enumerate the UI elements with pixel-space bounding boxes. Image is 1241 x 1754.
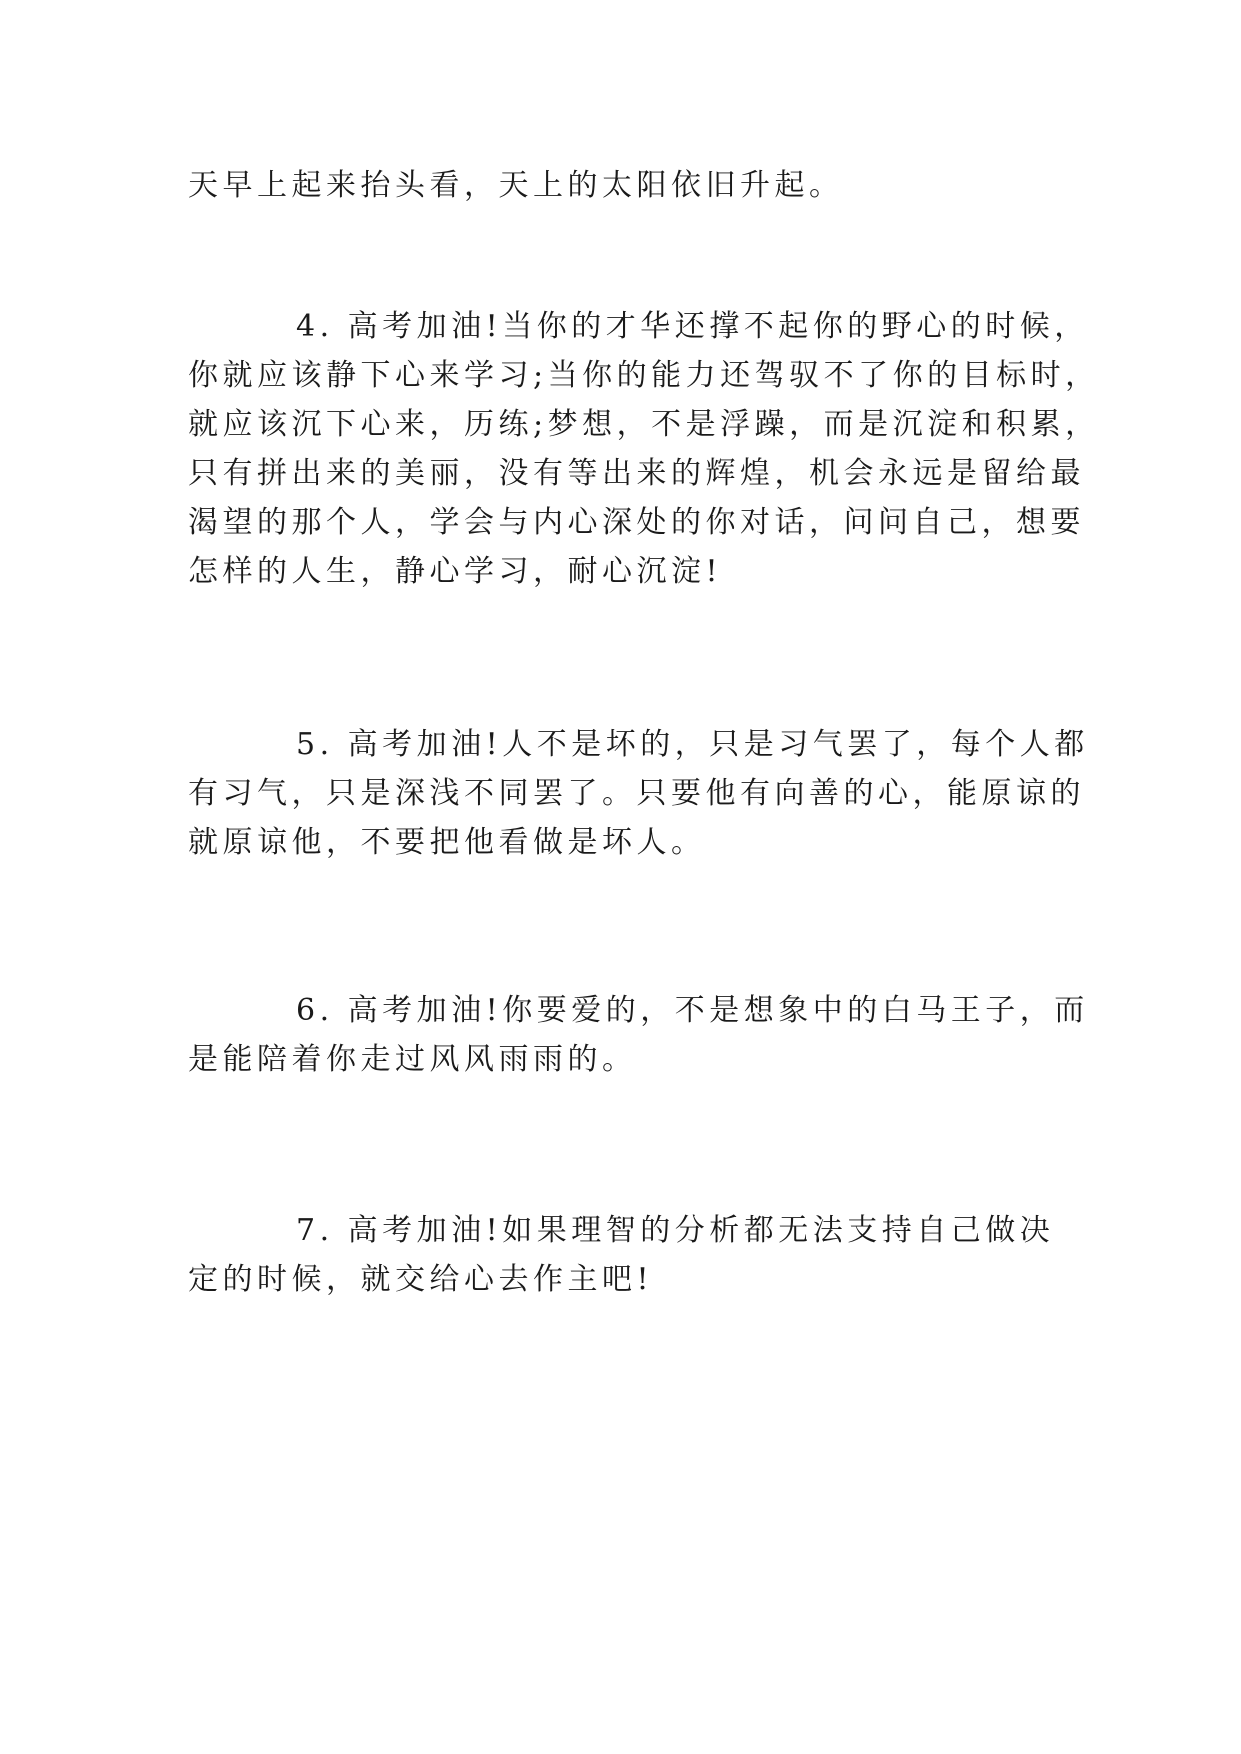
paragraph-5-line-2: 有习气，只是深浅不同罢了。只要他有向善的心，能原谅的 [188,776,1085,811]
paragraph-4-line-6: 怎样的人生，静心学习，耐心沉淀! [188,554,723,589]
paragraph-4-line-4: 只有拼出来的美丽，没有等出来的辉煌，机会永远是留给最 [188,456,1085,491]
paragraph-6-line-1: 6. 高考加油!你要爱的，不是想象中的白马王子，而 [296,993,1089,1028]
paragraph-6-line-2: 是能陪着你走过风风雨雨的。 [188,1042,637,1077]
paragraph-7-line-1: 7. 高考加油!如果理智的分析都无法支持自己做决 [296,1213,1055,1248]
paragraph-7-line-2: 定的时候，就交给心去作主吧! [188,1262,654,1297]
paragraph-4-line-3: 就应该沉下心来，历练;梦想，不是浮躁，而是沉淀和积累， [188,407,1100,442]
paragraph-continuation-line-1: 天早上起来抬头看，天上的太阳依旧升起。 [188,168,844,203]
paragraph-5-line-1: 5. 高考加油!人不是坏的，只是习气罢了，每个人都 [296,727,1089,762]
paragraph-4-line-5: 渴望的那个人，学会与内心深处的你对话，问问自己，想要 [188,505,1085,540]
paragraph-5-line-3: 就原谅他，不要把他看做是坏人。 [188,825,706,860]
paragraph-4-line-1: 4. 高考加油!当你的才华还撑不起你的野心的时候， [296,309,1089,344]
paragraph-4-line-2: 你就应该静下心来学习;当你的能力还驾驭不了你的目标时， [188,358,1100,393]
